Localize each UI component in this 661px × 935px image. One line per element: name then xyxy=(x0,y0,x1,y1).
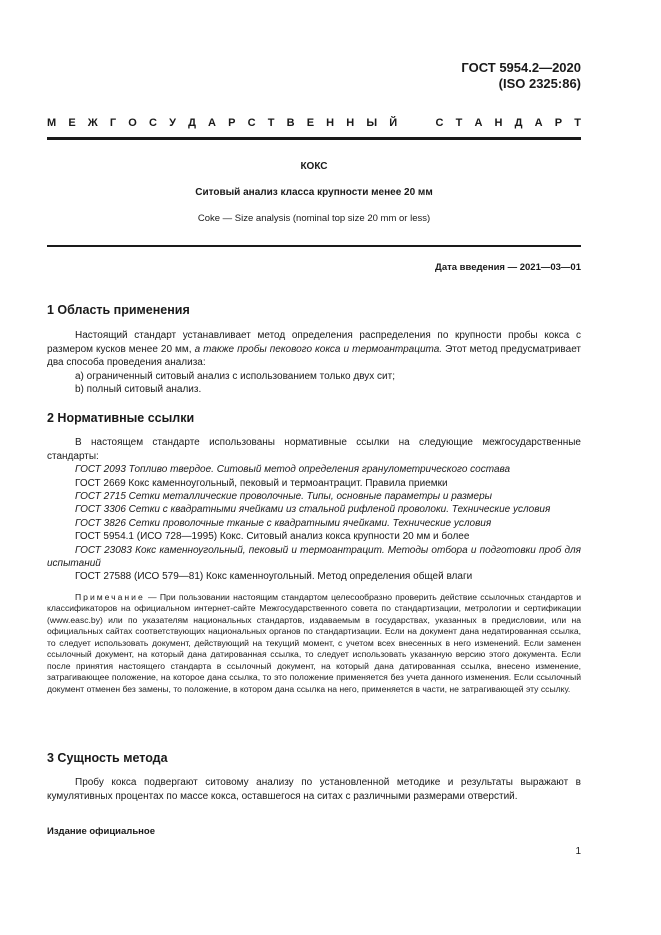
iso-number: (ISO 2325:86) xyxy=(498,76,581,91)
reference-item: ГОСТ 2093 Топливо твердое. Ситовый метод определения гранулометрического состава xyxy=(75,464,511,476)
banner-letter: Н xyxy=(494,117,503,129)
list-item: b) полный ситовый анализ. xyxy=(75,384,202,396)
banner-letter: Ж xyxy=(87,117,98,129)
section-heading: 2 Нормативные ссылки xyxy=(47,411,195,425)
list-item: a) ограниченный ситовый анализ с использованием только двух сит; xyxy=(75,370,396,382)
section-scope xyxy=(47,304,581,396)
banner-letter: Р xyxy=(554,117,563,129)
banner-letter: Й xyxy=(389,117,398,129)
reference-item: ГОСТ 2715 Сетки металлические проволочные. Типы, основные параметры и размеры xyxy=(75,491,493,503)
gost-designation xyxy=(461,60,581,92)
note-label: Примечание xyxy=(75,591,145,602)
document-title: КОКС xyxy=(300,161,328,172)
banner-letter: Г xyxy=(109,117,117,129)
header-rule xyxy=(47,137,581,140)
section-normative-references xyxy=(47,412,581,695)
reference-item: ГОСТ 3306 Сетки с квадратными ячейками из стальной рифленой проволоки. Технические условия xyxy=(75,504,551,516)
banner-letter: Т xyxy=(455,117,463,129)
banner-letter: Т xyxy=(267,117,275,129)
page-number: 1 xyxy=(575,846,581,857)
banner-letter: М xyxy=(47,117,57,129)
banner-letter: Е xyxy=(306,117,315,129)
section-heading: 3 Сущность метода xyxy=(47,751,168,765)
note xyxy=(47,592,581,696)
banner-letter: Т xyxy=(574,117,581,129)
banner-letter: Д xyxy=(188,117,196,129)
title-rule xyxy=(47,245,581,247)
banner-letter: В xyxy=(286,117,295,129)
banner-letter: А xyxy=(208,117,216,129)
reference-item: ГОСТ 23083 Кокс каменноугольный, пековый и термоантрацит. Методы отбора и подготовки проб для испытаний xyxy=(47,544,581,570)
banner-letter: А xyxy=(534,117,543,129)
paragraph: Пробу кокса подвергают ситовому анализу по установленной методике и результаты выражают в кумулятивных процентах по массе кокса, оставшегося на ситах с различными размерами отверстий. xyxy=(47,777,581,802)
section-heading: 1 Область применения xyxy=(47,303,190,317)
banner-letter: Ы xyxy=(366,117,378,129)
banner-letter: С xyxy=(247,117,256,129)
text-run: Настоящий стандарт устанавливает метод определения распределения по крупности пробы кокса с размером кусков менее 20 мм, xyxy=(47,330,581,355)
banner-letter: А xyxy=(474,117,483,129)
note-text: — При пользовании настоящим стандартом целесообразно проверить действие ссылочных стандартов и классификаторов на официальном интернет-сайте Межгосударственного совета по стандартизации, метрологии и сертификации (www.easc.by) или по указателям национальных стандартов, издаваемым в государствах, указанных в предисловии, или на официальных сайтах соответствующих национальных органов по стандартизации. Если на документ дана недатированная ссылка, то следует использовать документ, действующий на текущий момент, с учетом всех внесенных в него изменений. Если заменен ссылочный документ, на который дана датированная ссылка, то следует использовать указанную версию этого документа. Если после принятия настоящего стандарта в ссылочный документ, на который дана датированная ссылка, внесено изменение, затрагивающее положение, на которое дана ссылка, то это положение применяется без учета данного изменения. Если ссылочный документ отменен без замены, то положение, в котором дана ссылка на него, применяется в части, не затрагивающей эту ссылку. xyxy=(47,591,581,694)
banner-letter: Н xyxy=(326,117,335,129)
reference-item: ГОСТ 27588 (ИСО 579—81) Кокс каменноугольный. Метод определения общей влаги xyxy=(75,571,473,583)
reference-item: ГОСТ 5954.1 (ИСО 728—1995) Кокс. Ситовый анализ кокса крупности 20 мм и более xyxy=(75,531,470,543)
banner-letter: С xyxy=(148,117,157,129)
english-title: Coke — Size analysis (nominal top size 20 mm or less) xyxy=(197,213,431,224)
paragraph: В настоящем стандарте использованы нормативные ссылки на следующие межгосударственные стандарты: xyxy=(47,437,581,462)
banner-letter: Е xyxy=(68,117,76,129)
section-method-essence xyxy=(47,752,581,803)
text-run: Этот метод предусматривает два способа проведения анализа: xyxy=(47,343,581,369)
banner-letter: У xyxy=(169,117,176,129)
gost-number: ГОСТ 5954.2—2020 xyxy=(461,60,581,75)
interstate-standard-banner xyxy=(47,117,581,129)
banner-letter: С xyxy=(435,117,444,129)
paragraph xyxy=(47,329,581,369)
banner-letter: Д xyxy=(514,117,523,129)
reference-item: ГОСТ 2669 Кокс каменноугольный, пековый и термоантрацит. Правила приемки xyxy=(75,477,448,489)
reference-item: ГОСТ 3826 Сетки проволочные тканые с квадратными ячейками. Технические условия xyxy=(75,517,492,529)
banner-letter: Н xyxy=(346,117,355,129)
introduction-date: Дата введения — 2021—03—01 xyxy=(435,262,581,273)
banner-letter: Р xyxy=(228,117,236,129)
document-subtitle: Ситовый анализ класса крупности менее 20 мм xyxy=(195,187,433,198)
banner-letter: О xyxy=(128,117,137,129)
edition-label: Издание официальное xyxy=(47,826,155,837)
text-run-italic: а также пробы пекового кокса и термоантрацита. xyxy=(194,343,443,355)
